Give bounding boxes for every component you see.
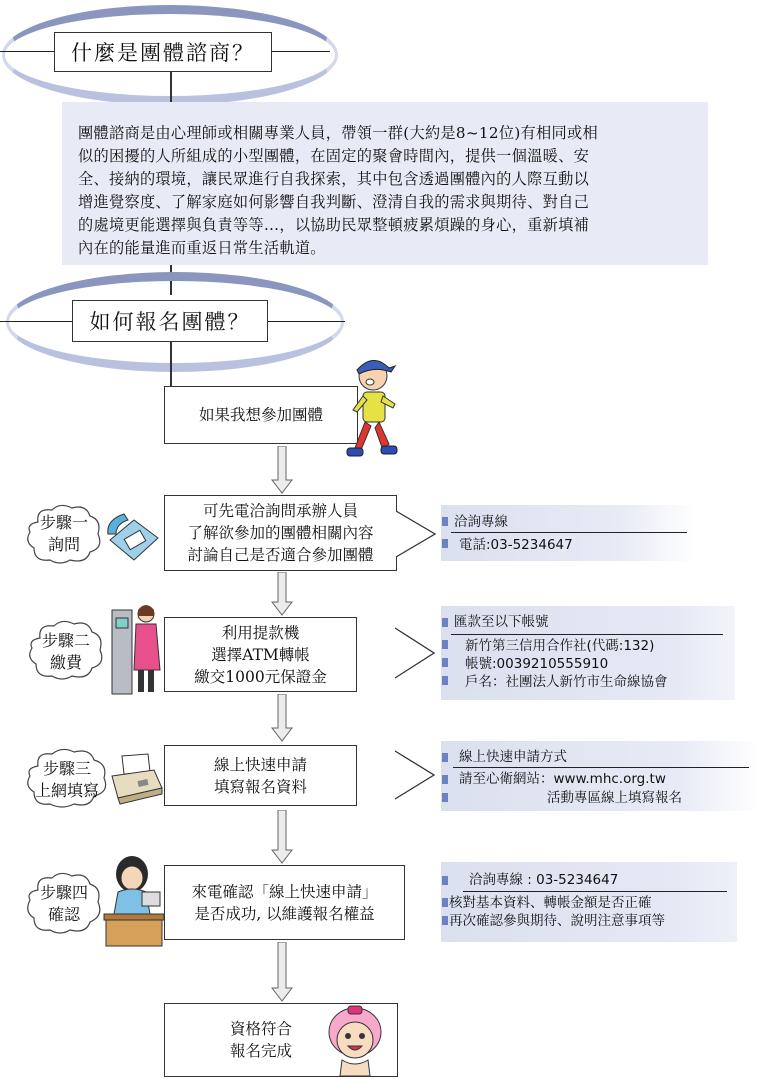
end-box-line: 資格符合 xyxy=(229,1020,292,1038)
intro-line: 似的困擾的人所組成的小型團體，在固定的聚會時間內，提供一個溫暖、安 xyxy=(78,147,590,165)
info-line: 戶名：社團法人新竹市生命線協會 xyxy=(465,674,668,690)
info-panel xyxy=(441,862,737,942)
start-box xyxy=(164,386,358,444)
fax-machine-illustration xyxy=(108,752,164,806)
step-name: 上網填寫 xyxy=(34,781,99,800)
info-rule xyxy=(451,634,723,635)
info-line: 電話:03-5234647 xyxy=(459,537,573,553)
step-box xyxy=(164,745,357,806)
step-name: 繳費 xyxy=(49,653,82,672)
info-rule xyxy=(463,891,727,892)
step-box xyxy=(164,865,405,940)
connector-line xyxy=(170,72,172,102)
info-line: 再次確認參與期待、說明注意事項等 xyxy=(449,913,665,929)
step-box-line: 是否成功, 以維護報名權益 xyxy=(194,904,375,923)
intro-line: 增進覺察度、了解家庭如何影響自我判斷、澄清自我的需求與期待、對自己 xyxy=(78,193,590,211)
step-box xyxy=(164,617,357,692)
girl-face-illustration xyxy=(324,1002,386,1078)
step-number: 步驟一 xyxy=(39,513,88,532)
step-box-line: 利用提款機 xyxy=(221,623,300,642)
down-arrow xyxy=(271,694,293,742)
step-cloud-label xyxy=(30,630,102,674)
info-line: 核對基本資料、轉帳金額是否正確 xyxy=(449,895,652,911)
section-title: 如何報名團體？ xyxy=(72,300,268,342)
info-panel xyxy=(441,606,735,700)
bullet-marker xyxy=(442,618,448,627)
info-line: 新竹第三信用合作社(代碼:132) xyxy=(465,638,655,654)
step-number: 步驟四 xyxy=(39,883,88,902)
bullet-marker xyxy=(442,539,448,548)
bullet-marker xyxy=(442,793,448,802)
step-cloud-label xyxy=(24,758,110,802)
intro-line: 內在的能量進而重返日常生活軌道。 xyxy=(78,239,326,257)
step-box xyxy=(164,495,397,571)
info-line: 活動專區線上填寫報名 xyxy=(547,790,682,806)
info-title: 洽詢專線 : 03-5234647 xyxy=(469,872,619,888)
down-arrow xyxy=(271,942,293,1002)
step-name: 確認 xyxy=(47,905,80,924)
info-panel xyxy=(441,505,696,561)
chevron-right-icon xyxy=(395,510,437,558)
chevron-right-icon xyxy=(394,627,436,679)
step-cloud-label xyxy=(28,512,100,556)
info-rule xyxy=(451,532,687,533)
step-box-line: 繳交1000元保證金 xyxy=(194,667,327,686)
step-name: 詢問 xyxy=(47,535,80,554)
running-boy-illustration xyxy=(345,352,405,472)
bullet-marker xyxy=(442,658,448,667)
intro-line: 全、接納的環境，讓民眾進行自我探索，其中包含透過團體內的人際互動以 xyxy=(78,170,590,188)
bullet-marker xyxy=(442,898,448,907)
step-box-line: 可先電洽詢問承辦人員 xyxy=(202,502,358,520)
end-box-line: 報名完成 xyxy=(229,1042,292,1060)
intro-line: 團體諮商是由心理師或相關專業人員，帶領一群(大約是8~12位)有相同或相 xyxy=(78,124,598,142)
bullet-marker xyxy=(442,775,448,784)
step-box-line: 線上快速申請 xyxy=(213,755,307,774)
step-box-line: 來電確認「線上快速申請」 xyxy=(191,882,378,901)
start-box-text: 如果我想參加團體 xyxy=(198,406,323,424)
bullet-marker xyxy=(442,640,448,649)
step-number: 步驟二 xyxy=(41,631,90,650)
bullet-marker xyxy=(442,876,448,885)
bullet-marker xyxy=(442,753,448,762)
step-box-line: 討論自己是否適合參加團體 xyxy=(187,546,374,564)
bullet-marker xyxy=(442,517,448,526)
connector-line xyxy=(170,342,172,392)
info-title: 匯款至以下帳號 xyxy=(454,614,549,630)
step-box-line: 了解欲參加的團體相關內容 xyxy=(187,524,374,542)
info-line: 帳號:0039210555910 xyxy=(465,656,609,672)
section-title: 什麼是團體諮商？ xyxy=(54,32,272,72)
down-arrow xyxy=(271,446,293,494)
step-box-line: 填寫報名資料 xyxy=(213,777,307,796)
info-panel xyxy=(441,741,759,811)
info-rule xyxy=(453,767,749,768)
intro-paragraph xyxy=(62,102,708,265)
atm-user-illustration xyxy=(108,600,164,696)
step-box-line: 選擇ATM轉帳 xyxy=(211,645,310,664)
info-title: 洽詢專線 xyxy=(454,514,508,530)
down-arrow xyxy=(271,810,293,864)
down-arrow xyxy=(271,572,293,616)
step-number: 步驟三 xyxy=(42,759,91,778)
chevron-right-icon xyxy=(394,750,436,800)
info-line: 請至心衛網站：www.mhc.org.tw xyxy=(459,771,666,787)
intro-line: 的處境更能選擇與負責等等…，以協助民眾整頓疲累煩躁的身心，重新填補 xyxy=(78,216,590,234)
operator-at-desk-illustration xyxy=(102,852,166,948)
telephone-illustration xyxy=(104,510,162,562)
bullet-marker xyxy=(442,916,448,925)
info-title: 線上快速申請方式 xyxy=(459,749,567,765)
step-cloud-label xyxy=(28,882,100,926)
bullet-marker xyxy=(442,676,448,685)
